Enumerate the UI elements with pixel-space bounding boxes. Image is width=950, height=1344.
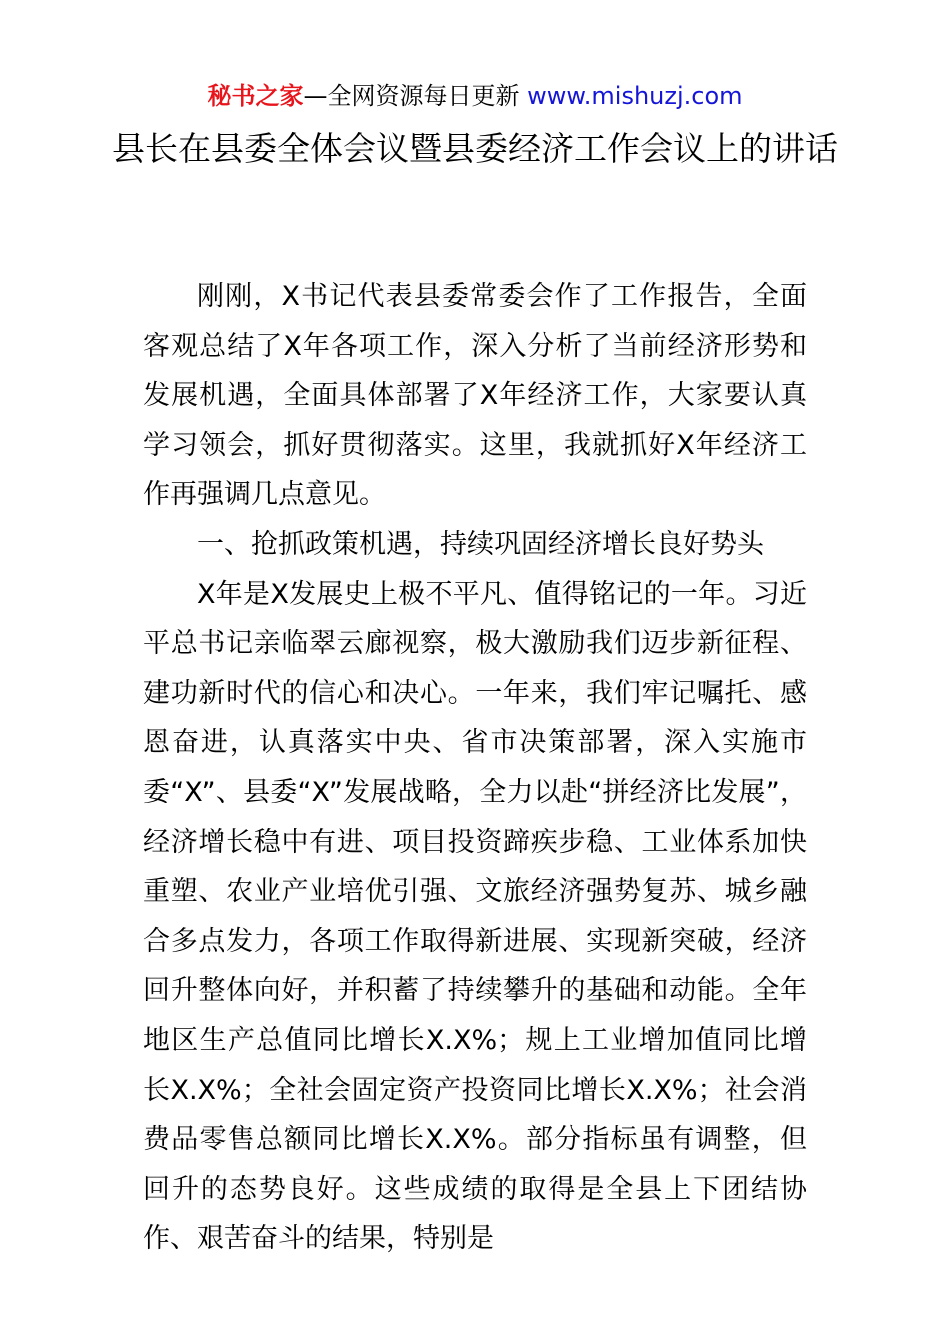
site-brand: 秘书之家 [207,82,304,110]
section-heading-1: 一、抢抓政策机遇，持续巩固经济增长良好势头 [197,528,764,560]
document-body [143,272,807,1264]
site-url-link[interactable]: www.mishuzj.com [527,82,743,110]
paragraph-intro: 刚刚，X书记代表县委常委会作了工作报告，全面客观总结了X年各项工作，深入分析了当前经济形势和发展机遇，全面具体部署了X年经济工作，大家要认真学习领会，抓好贯彻落实。这里，我就抓好X年经济工作再强调几点意见。 [143,281,807,511]
document-title: 县长在县委全体会议暨县委经济工作会议上的讲话 [112,129,838,168]
site-tagline: —全网资源每日更新 [303,82,520,110]
site-header [0,78,950,114]
paragraph-section-1: X年是X发展史上极不平凡、值得铭记的一年。习近平总书记亲临翠云廊视察，极大激励我们迈步新征程、建功新时代的信心和决心。一年来，我们牢记嘱托、感恩奋进，认真落实中央、省市决策部署，深入实施市委“X”、县委“X”发展战略，全力以赴“拼经济比发展”，经济增长稳中有进、项目投资蹄疾步稳、工业体系加快重塑、农业产业培优引强、文旅经济强势复苏、城乡融合多点发力，各项工作取得新进展、实现新突破，经济回升整体向好，并积蓄了持续攀升的基础和动能。全年地区生产总值同比增长X.X%；规上工业增加值同比增长X.X%；全社会固定资产投资同比增长X.X%；社会消费品零售总额同比增长X.X%。部分指标虽有调整，但回升的态势良好。这些成绩的取得是全县上下团结协作、艰苦奋斗的结果，特别是 [143,578,807,1255]
